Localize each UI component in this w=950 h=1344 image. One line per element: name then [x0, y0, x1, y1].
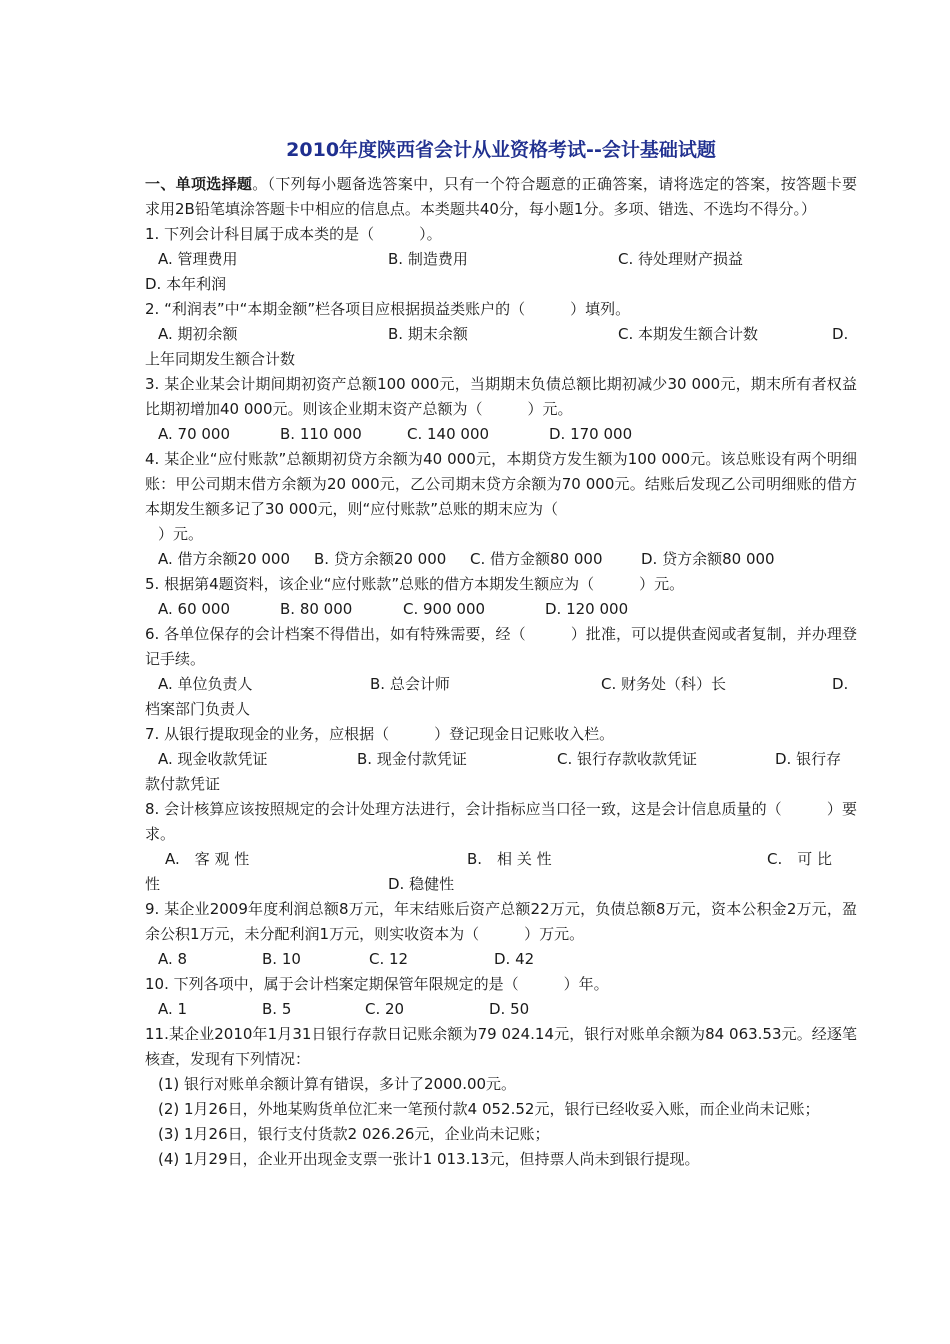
document-page: [145, 136, 857, 1172]
q11-item-3: (3) 1月26日，银行支付货款2 026.26元，企业尚未记账；: [158, 1125, 550, 1143]
q7-option-b: B. 现金付款凭证: [357, 750, 467, 768]
q7-option-d-end: 款付款凭证: [145, 775, 221, 793]
q6-option-d-text: 档案部门负责人: [145, 700, 251, 718]
q1-option-a: A. 管理费用: [158, 250, 238, 268]
q8-option-c-end: 性: [145, 875, 161, 893]
q4-option-b: B. 贷方余额20 000: [314, 550, 447, 568]
q4-option-c: C. 借方金额80 000: [470, 550, 603, 568]
q2-option-a: A. 期初余额: [158, 325, 238, 343]
q6-option-b: B. 总会计师: [370, 675, 450, 693]
q1-stem: 1. 下列会计科目属于成本类的是（ ）。: [145, 225, 442, 243]
q8-options: [145, 847, 857, 872]
q1-option-b: B. 制造费用: [388, 250, 468, 268]
q2-option-d-label: D.: [832, 325, 849, 343]
q10-option-c: C. 20: [365, 1000, 405, 1018]
q1-option-d: D. 本年利润: [145, 275, 227, 293]
q9-option-d: D. 42: [494, 950, 535, 968]
q2-option-b: B. 期末余额: [388, 325, 468, 343]
q8-option-b: B. 相 关 性: [467, 850, 552, 868]
document-title: 2010年度陕西省会计从业资格考试--会计基础试题: [286, 139, 716, 161]
q8-option-c-start: C. 可 比: [767, 850, 833, 868]
q2-option-d-text: 上年同期发生额合计数: [145, 350, 296, 368]
q4-options: [145, 547, 857, 572]
q6-option-d-label: D.: [832, 675, 849, 693]
q9-stem: 9. 某企业2009年度利润总额8万元，年末结账后资产总额22万元，负债总额8万元，资本公积金2万元，盈余公积1万元，未分配利润1万元，则实收资本为（ ）万元。: [145, 900, 857, 943]
q10-options: [145, 997, 857, 1022]
q10-option-b: B. 5: [262, 1000, 292, 1018]
q4-option-d: D. 贷方余额80 000: [641, 550, 775, 568]
q10-option-d: D. 50: [489, 1000, 530, 1018]
q8-option-d: D. 稳健性: [388, 875, 455, 893]
q5-stem: 5. 根据第4题资料，该企业“应付账款”总账的借方本期发生额应为（ ）元。: [145, 575, 685, 593]
q11-item-4: (4) 1月29日，企业开出现金支票一张计1 013.13元，但持票人尚未到银行提现。: [158, 1150, 700, 1168]
q2-stem: 2. “利润表”中“本期金额”栏各项目应根据损益类账户的（ ）填列。: [145, 300, 631, 318]
section-note: 。（下列每小题备选答案中，只有一个符合题意的正确答案，请将选定的答案，按答题卡要求用2B铅笔填涂答题卡中相应的信息点。本类题共40分，每小题1分。多项、错选、不选均不得分。）: [145, 175, 857, 218]
q7-options: [145, 747, 857, 772]
q1-option-c: C. 待处理财产损益: [618, 250, 744, 268]
q1-options: [145, 247, 857, 272]
q6-option-c: C. 财务处（科）长: [601, 675, 727, 693]
q3-stem: 3. 某企业某会计期间期初资产总额100 000元，当期期末负债总额比期初减少30 000元，期末所有者权益比期初增加40 000元。则该企业期末资产总额为（ ）元。: [145, 375, 857, 418]
q10-option-a: A. 1: [158, 1000, 188, 1018]
q4-stem: 4. 某企业“应付账款”总额期初贷方余额为40 000元，本期贷方发生额为100 000元。该总账设有两个明细账：甲公司期末借方余额为20 000元，乙公司期末贷方余额为70 000元。结账后发现乙公司明细账的借方本期发生额多记了30 000元，则“应付账款”总账的期末应为（: [145, 450, 857, 518]
q3-option-b: B. 110 000: [280, 425, 362, 443]
q5-options: [145, 597, 857, 622]
q11-item-2: (2) 1月26日，外地某购货单位汇来一笔预付款4 052.52元，银行已经收妥入账，而企业尚未记账；: [158, 1100, 820, 1118]
q5-option-a: A. 60 000: [158, 600, 231, 618]
q3-option-d: D. 170 000: [549, 425, 633, 443]
q10-stem: 10. 下列各项中，属于会计档案定期保管年限规定的是（ ）年。: [145, 975, 609, 993]
q7-option-c: C. 银行存款收款凭证: [557, 750, 698, 768]
q3-option-c: C. 140 000: [407, 425, 490, 443]
q5-option-b: B. 80 000: [280, 600, 353, 618]
q11-stem: 11.某企业2010年1月31日银行存款日记账余额为79 024.14元，银行对账单余额为84 063.53元。经逐笔核查，发现有下列情况：: [145, 1025, 857, 1068]
q9-option-b: B. 10: [262, 950, 301, 968]
section-intro: [145, 172, 857, 222]
q3-option-a: A. 70 000: [158, 425, 231, 443]
q6-option-a: A. 单位负责人: [158, 675, 253, 693]
section-heading: 一、单项选择题: [145, 175, 253, 193]
q8-option-a: A. 客 观 性: [165, 850, 250, 868]
q11-item-1: (1) 银行对账单余额计算有错误，多计了2000.00元。: [158, 1075, 517, 1093]
q9-option-c: C. 12: [369, 950, 409, 968]
q9-option-a: A. 8: [158, 950, 188, 968]
q3-options: [145, 422, 857, 447]
q7-option-d-start: D. 银行存: [775, 750, 842, 768]
q4-stem-end: ）元。: [158, 525, 204, 543]
q2-options: [145, 322, 857, 347]
q6-options: [145, 672, 857, 697]
q7-option-a: A. 现金收款凭证: [158, 750, 268, 768]
q2-option-c: C. 本期发生额合计数: [618, 325, 759, 343]
q9-options: [145, 947, 857, 972]
q6-stem: 6. 各单位保存的会计档案不得借出，如有特殊需要，经（ ）批准，可以提供查阅或者复制，并办理登记手续。: [145, 625, 857, 668]
q4-option-a: A. 借方余额20 000: [158, 550, 291, 568]
q5-option-d: D. 120 000: [545, 600, 629, 618]
q7-stem: 7. 从银行提取现金的业务，应根据（ ）登记现金日记账收入栏。: [145, 725, 615, 743]
q8-options-cont: [145, 872, 857, 897]
q5-option-c: C. 900 000: [403, 600, 486, 618]
q8-stem: 8. 会计核算应该按照规定的会计处理方法进行，会计指标应当口径一致，这是会计信息质量的（ ）要求。: [145, 800, 857, 843]
